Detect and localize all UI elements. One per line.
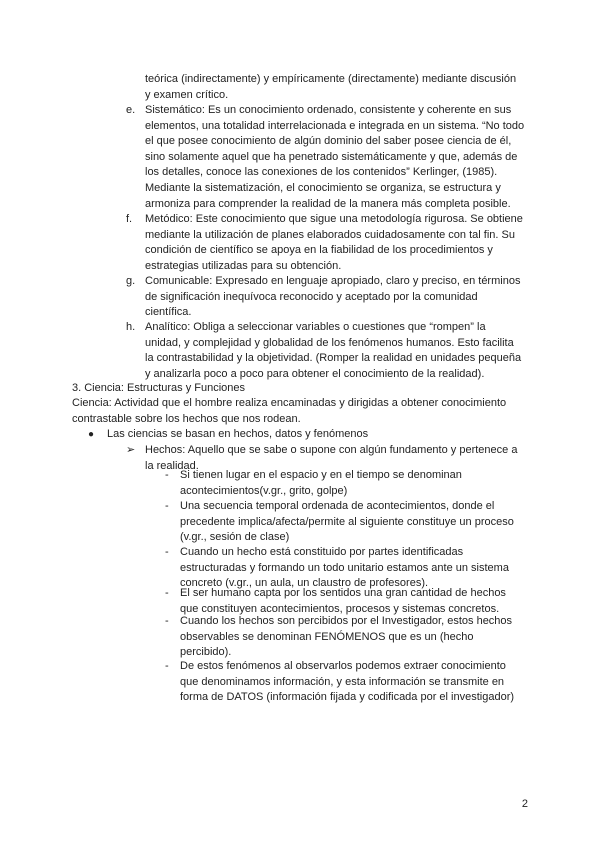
intro-continuation <box>145 72 516 103</box>
text-line: científica. <box>145 306 192 319</box>
text-line: los detalles, conoce las conexiones de los contenidos” Kerlinger, (1985). <box>145 166 498 179</box>
dash-icon: - <box>165 469 169 481</box>
dash-icon: - <box>165 587 169 599</box>
text-line: la realidad. <box>145 459 199 472</box>
dash-item <box>180 499 514 546</box>
text-line: El ser humano capta por los sentidos una gran cantidad de hechos <box>180 587 506 599</box>
text-line: estructuradas y formando un todo unitario estamos ante un sistema <box>180 561 509 574</box>
dash-item <box>180 586 506 617</box>
text-line: condición de científico se apoya en la fiabilidad de los procedimientos y <box>145 244 493 257</box>
text-line: Hechos: Aquello que se sabe o supone con algún fundamento y pertenece a <box>145 444 518 456</box>
dash-item <box>180 614 512 661</box>
text-line: Las ciencias se basan en hechos, datos y fenómenos <box>107 428 369 440</box>
page-number: 2 <box>521 798 528 810</box>
text-line: precedente implica/afecta/permite al siguiente constituye un proceso <box>180 515 514 528</box>
list-item-e <box>145 103 524 212</box>
dash-item <box>180 468 462 499</box>
text-line: acontecimientos(v.gr., grito, golpe) <box>180 484 348 497</box>
section-heading <box>72 381 245 397</box>
bullet-icon: ● <box>88 429 95 440</box>
text-line: Cuando un hecho está constituido por partes identificadas <box>180 546 464 558</box>
text-line: de significación inequívoca reconocido y aceptado por la comunidad <box>145 290 478 303</box>
text-line: mediante la utilización de planes elaborados cuidadosamente con tal fin. Su <box>145 228 515 241</box>
dash-icon: - <box>165 546 169 558</box>
text-line: y analizarla poco a poco para obtener el conocimiento de la realidad). <box>145 367 485 380</box>
dash-item <box>180 659 514 706</box>
text-line: percibido). <box>180 646 232 659</box>
list-item-f <box>145 212 523 274</box>
text-line: Analítico: Obliga a seleccionar variables o cuestiones que “rompen” la <box>145 321 486 333</box>
text-line: unidad, y complejidad y globalidad de los fenómenos humanos. Esto facilita <box>145 336 514 349</box>
list-item-h <box>145 320 521 382</box>
text-line: armoniza para comprender la realidad de la manera más completa posible. <box>145 197 511 210</box>
list-letter-e: e. <box>126 104 136 116</box>
text-line: De estos fenómenos al observarlos podemos extraer conocimiento <box>180 660 506 672</box>
list-letter-h: h. <box>126 321 136 333</box>
text-line: Sistemático: Es un conocimiento ordenado, consistente y coherente en sus <box>145 104 512 116</box>
text-line: Mediante la sistematización, el conocimiento se organiza, se estructura y <box>145 181 501 194</box>
text-line: sino solamente aquel que ha penetrado sistemáticamente y que, además de <box>145 150 518 163</box>
text-line: y examen crítico. <box>145 88 229 101</box>
text-line: contrastable sobre los hechos que nos rodean. <box>72 412 301 425</box>
list-letter-f: f. <box>126 213 133 225</box>
arrow-bullet-icon: ➢ <box>126 444 136 456</box>
text-line: Una secuencia temporal ordenada de acontecimientos, donde el <box>180 500 495 512</box>
text-line: Cuando los hechos son percibidos por el Investigador, estos hechos <box>180 615 513 627</box>
list-item-g <box>145 274 520 321</box>
text-line: concreto (v.gr., un aula, un claustro de profesores). <box>180 577 429 590</box>
text-line: estrategias utilizadas para su obtención. <box>145 259 342 272</box>
text-line: teórica (indirectamente) y empíricamente (directamente) mediante discusión <box>145 73 517 85</box>
text-line: que denominamos información, y esta información se transmite en <box>180 675 505 688</box>
text-line: Ciencia: Actividad que el hombre realiza encaminadas y dirigidas a obtener conocimiento <box>72 397 507 409</box>
page-title: 3. Ciencia: Estructuras y Funciones <box>72 382 246 394</box>
dash-icon: - <box>165 660 169 672</box>
dash-item <box>180 545 509 592</box>
list-letter-g: g. <box>126 275 136 287</box>
text-line: el que posee conocimiento de algún dominio del saber posee ciencia de él, <box>145 135 512 148</box>
text-line: forma de DATOS (información fijada y codificada por el investigador) <box>180 691 515 704</box>
text-line: Si tienen lugar en el espacio y en el tiempo se denominan <box>180 469 462 481</box>
text-line: la contrastabilidad y la objetividad. (Romper la realidad en unidades pequeña <box>145 352 522 365</box>
text-line: Comunicable: Expresado en lenguaje apropiado, claro y preciso, en términos <box>145 275 521 287</box>
text-line: (v.gr., sesión de clase) <box>180 531 290 544</box>
text-line: elementos, una totalidad interrelacionada e integrada en un sistema. “No todo <box>145 119 525 132</box>
text-line: observables se denominan FENÓMENOS que es un (hecho <box>180 630 474 643</box>
text-line: Metódico: Este conocimiento que sigue una metodología rigurosa. Se obtiene <box>145 213 523 225</box>
dash-icon: - <box>165 500 169 512</box>
section-definition <box>72 396 506 427</box>
text-line: que constituyen acontecimientos, procesos y sistemas concretos. <box>180 602 500 615</box>
bullet-item <box>107 427 368 443</box>
dash-icon: - <box>165 615 169 627</box>
